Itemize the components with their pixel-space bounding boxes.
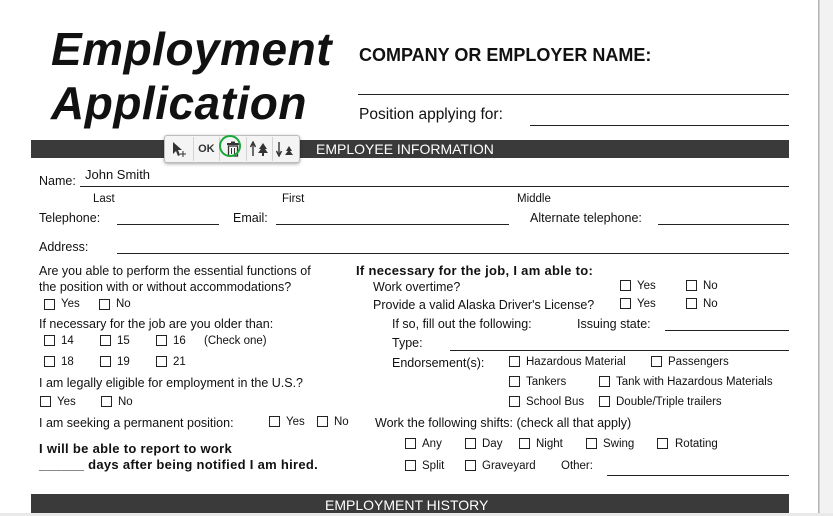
shifts-question: Work the following shifts: (check all that apply) (375, 416, 632, 430)
first-label: First (282, 193, 305, 205)
tank-hazardous-label: Tank with Hazardous Materials (616, 376, 773, 388)
overtime-yes-label: Yes (637, 280, 656, 292)
name-value[interactable]: John Smith (85, 167, 151, 182)
shift-graveyard-label: Graveyard (482, 460, 536, 472)
double-triple-checkbox[interactable] (599, 396, 610, 407)
shift-graveyard-checkbox[interactable] (465, 460, 476, 471)
move-up-icon (250, 141, 270, 157)
permanent-question: I am seeking a permanent position: (39, 416, 234, 430)
hazardous-checkbox[interactable] (509, 356, 520, 367)
ok-button[interactable] (194, 137, 221, 161)
license-no-label: No (703, 298, 718, 310)
eligible-yes-checkbox[interactable] (40, 396, 51, 407)
age-16-label: 16 (173, 335, 186, 347)
permanent-no-label: No (334, 416, 349, 428)
passengers-checkbox[interactable] (651, 356, 662, 367)
section-employment-history (31, 494, 789, 513)
shift-day-checkbox[interactable] (465, 438, 476, 449)
section-employee-title: EMPLOYEE INFORMATION (316, 141, 494, 157)
passengers-label: Passengers (668, 356, 729, 368)
shift-any-label: Any (422, 438, 442, 450)
shift-swing-label: Swing (603, 438, 635, 450)
permanent-yes-checkbox[interactable] (269, 416, 280, 427)
last-label: Last (93, 193, 115, 205)
form-title-line1: Employment (51, 23, 333, 75)
essential-question-line1: Are you able to perform the essential functions of (39, 264, 311, 278)
shift-other-label: Other: (561, 460, 593, 472)
move-down-button[interactable] (273, 137, 299, 161)
report-line1: I will be able to report to work (39, 441, 233, 456)
report-line2: ______ days after being notified I am hired. (39, 457, 319, 472)
position-field[interactable] (530, 125, 789, 126)
move-select-button[interactable] (165, 137, 194, 161)
overtime-yes-checkbox[interactable] (620, 280, 631, 291)
school-bus-label: School Bus (526, 396, 585, 408)
age-19-checkbox[interactable] (100, 356, 111, 367)
shift-any-checkbox[interactable] (405, 438, 416, 449)
cursor-move-icon (170, 141, 188, 157)
form-title-line2: Application (51, 77, 307, 129)
middle-label: Middle (517, 193, 551, 205)
age-21-label: 21 (173, 356, 186, 368)
shift-other-field[interactable] (607, 475, 789, 476)
section-employee-information (31, 140, 789, 158)
license-yes-checkbox[interactable] (620, 298, 631, 309)
overtime-question: Work overtime? (373, 280, 461, 294)
eligible-question: I am legally eligible for employment in the U.S.? (39, 376, 304, 390)
license-question: Provide a valid Alaska Driver's License? (373, 298, 595, 312)
shift-night-checkbox[interactable] (519, 438, 530, 449)
age-18-label: 18 (61, 356, 74, 368)
permanent-no-checkbox[interactable] (317, 416, 328, 427)
name-field-line (80, 186, 789, 187)
delete-highlight-ring (219, 135, 241, 157)
essential-no-checkbox[interactable] (99, 299, 110, 310)
essential-no-label: No (116, 298, 131, 310)
fill-following-label: If so, fill out the following: (392, 317, 532, 331)
shift-night-label: Night (536, 438, 563, 450)
age-16-checkbox[interactable] (156, 335, 167, 346)
overtime-no-checkbox[interactable] (686, 280, 697, 291)
eligible-no-checkbox[interactable] (101, 396, 112, 407)
email-label: Email: (233, 211, 268, 225)
shift-split-checkbox[interactable] (405, 460, 416, 471)
alt-telephone-field[interactable] (658, 224, 789, 225)
overtime-no-label: No (703, 280, 718, 292)
ok-label: OK (198, 143, 215, 155)
shift-swing-checkbox[interactable] (586, 438, 597, 449)
age-19-label: 19 (117, 356, 130, 368)
age-15-label: 15 (117, 335, 130, 347)
hazardous-label: Hazardous Material (526, 356, 626, 368)
address-field[interactable] (117, 253, 789, 254)
double-triple-label: Double/Triple trailers (616, 396, 722, 408)
telephone-label: Telephone: (39, 211, 101, 225)
type-field[interactable] (450, 350, 789, 351)
issuing-state-label: Issuing state: (577, 317, 651, 331)
email-field[interactable] (276, 224, 509, 225)
age-14-label: 14 (61, 335, 74, 347)
age-18-checkbox[interactable] (44, 356, 55, 367)
tankers-label: Tankers (526, 376, 567, 388)
position-label: Position applying for: (359, 106, 503, 123)
shift-rotating-label: Rotating (675, 438, 718, 450)
older-question: If necessary for the job are you older than: (39, 317, 274, 331)
tankers-checkbox[interactable] (509, 376, 520, 387)
age-14-checkbox[interactable] (44, 335, 55, 346)
company-label: COMPANY OR EMPLOYER NAME: (359, 45, 652, 65)
section-history-title: EMPLOYMENT HISTORY (325, 497, 489, 513)
move-up-button[interactable] (247, 137, 274, 161)
tank-hazardous-checkbox[interactable] (599, 376, 610, 387)
name-label: Name: (39, 174, 76, 188)
eligible-no-label: No (118, 396, 133, 408)
shift-rotating-checkbox[interactable] (657, 438, 668, 449)
eligible-yes-label: Yes (57, 396, 76, 408)
age-21-checkbox[interactable] (156, 356, 167, 367)
type-label: Type: (392, 336, 423, 350)
essential-question-line2: the position with or without accommodations? (39, 280, 292, 294)
move-down-icon (276, 141, 296, 157)
endorsements-label: Endorsement(s): (392, 356, 485, 370)
check-one-hint: (Check one) (204, 335, 267, 347)
telephone-field[interactable] (117, 224, 219, 225)
issuing-state-field[interactable] (665, 330, 789, 331)
company-name-field[interactable] (358, 94, 789, 95)
able-header: If necessary for the job, I am able to: (356, 263, 594, 278)
permanent-yes-label: Yes (286, 416, 305, 428)
essential-yes-label: Yes (61, 298, 80, 310)
shift-split-label: Split (422, 460, 445, 472)
license-no-checkbox[interactable] (686, 298, 697, 309)
age-15-checkbox[interactable] (100, 335, 111, 346)
essential-yes-checkbox[interactable] (44, 299, 55, 310)
alt-telephone-label: Alternate telephone: (530, 211, 642, 225)
vertical-scrollbar[interactable] (819, 0, 833, 513)
address-label: Address: (39, 240, 89, 254)
license-yes-label: Yes (637, 298, 656, 310)
shift-day-label: Day (482, 438, 503, 450)
school-bus-checkbox[interactable] (509, 396, 520, 407)
